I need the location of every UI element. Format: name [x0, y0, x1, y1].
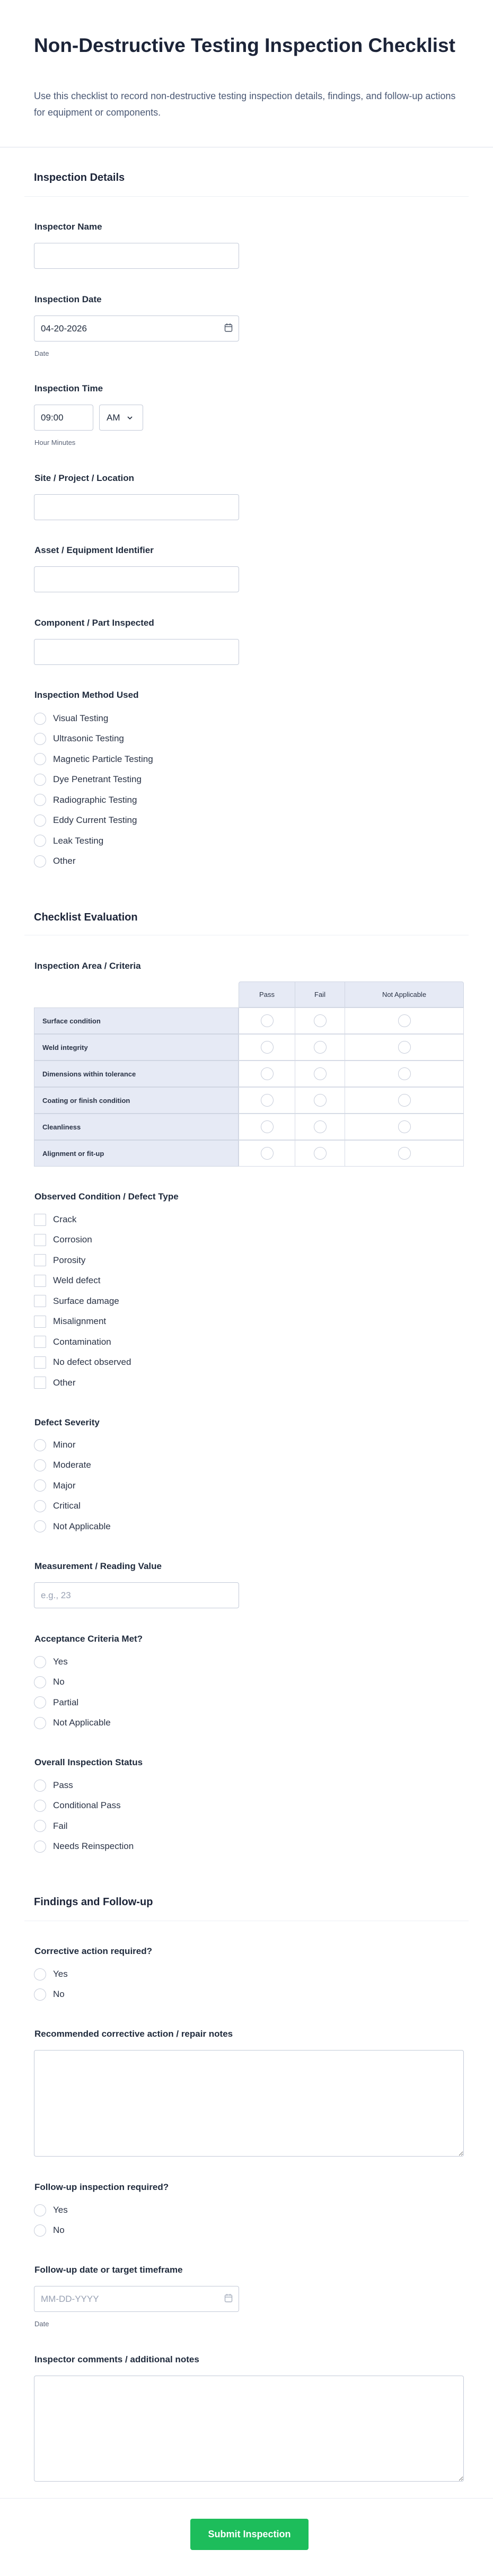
- section-divider: [24, 196, 469, 197]
- matrix-cell: [345, 1007, 464, 1034]
- radio-option[interactable]: [34, 1713, 111, 1733]
- matrix-radio-button[interactable]: [261, 1014, 274, 1027]
- inspection-date-field[interactable]: [34, 316, 239, 341]
- radio-button[interactable]: [34, 814, 46, 827]
- inspection-date-label: Inspection Date: [34, 294, 102, 304]
- corrective-notes-label: Recommended corrective action / repair notes: [34, 2029, 233, 2039]
- matrix-cell: [239, 1007, 295, 1034]
- radio-button[interactable]: [34, 835, 46, 847]
- radio-option[interactable]: [34, 1964, 68, 1984]
- radio-option[interactable]: [34, 2220, 65, 2240]
- measurement-input[interactable]: [34, 1582, 239, 1608]
- matrix-row-label: Coating or finish condition: [34, 1087, 239, 1114]
- matrix-row-label: Weld integrity: [34, 1034, 239, 1061]
- matrix-cell: [345, 1034, 464, 1061]
- matrix-radio-button[interactable]: [398, 1094, 411, 1107]
- site-label: Site / Project / Location: [34, 473, 134, 483]
- checkbox-option[interactable]: [34, 1230, 92, 1250]
- radio-button[interactable]: [34, 1656, 46, 1668]
- checkbox-option[interactable]: [34, 1332, 111, 1352]
- page-description: Use this checklist to record non-destructive testing inspection details, findings, and follow-up actions for equipment or components.: [34, 91, 456, 118]
- matrix-radio-button[interactable]: [261, 1120, 274, 1133]
- radio-option[interactable]: [34, 810, 137, 830]
- matrix-radio-button[interactable]: [314, 1067, 327, 1080]
- checkbox-option[interactable]: [34, 1250, 85, 1271]
- checkbox-option[interactable]: [34, 1210, 76, 1230]
- radio-button[interactable]: [34, 1676, 46, 1688]
- matrix-cell: [345, 1114, 464, 1140]
- option-label[interactable]: Other: [53, 856, 76, 866]
- checkbox-option[interactable]: [34, 1352, 131, 1372]
- matrix-cell: [295, 1061, 345, 1087]
- checkbox[interactable]: [34, 1356, 46, 1369]
- radio-option[interactable]: [34, 1836, 134, 1856]
- checkbox[interactable]: [34, 1316, 46, 1328]
- option-label[interactable]: Needs Reinspection: [53, 1841, 134, 1852]
- matrix-cell: [295, 1007, 345, 1034]
- submit-inspection-button[interactable]: Submit Inspection: [190, 2519, 309, 2550]
- footer-divider: [0, 2498, 493, 2499]
- matrix-radio-button[interactable]: [398, 1147, 411, 1160]
- asset-input[interactable]: [34, 566, 239, 592]
- radio-option[interactable]: [34, 1496, 81, 1516]
- option-label[interactable]: Yes: [53, 1657, 68, 1667]
- inspection-time-label: Inspection Time: [34, 383, 103, 393]
- option-label[interactable]: Not Applicable: [53, 1718, 111, 1728]
- acceptance-criteria-label: Acceptance Criteria Met?: [34, 1634, 143, 1644]
- radio-button[interactable]: [34, 1459, 46, 1471]
- matrix-radio-button[interactable]: [261, 1094, 274, 1107]
- option-label[interactable]: Radiographic Testing: [53, 794, 137, 805]
- matrix-cell: [239, 1114, 295, 1140]
- radio-option[interactable]: [34, 1984, 65, 2004]
- radio-option[interactable]: [34, 1517, 111, 1537]
- radio-button[interactable]: [34, 774, 46, 786]
- radio-option[interactable]: [34, 1795, 121, 1816]
- checkbox[interactable]: [34, 1336, 46, 1348]
- matrix-radio-button[interactable]: [261, 1067, 274, 1080]
- option-label[interactable]: Contamination: [53, 1336, 111, 1347]
- matrix-radio-button[interactable]: [314, 1014, 327, 1027]
- option-label[interactable]: Leak Testing: [53, 835, 104, 846]
- radio-button[interactable]: [34, 855, 46, 868]
- matrix-cell: [295, 1140, 345, 1167]
- radio-option[interactable]: [34, 1652, 68, 1672]
- option-label[interactable]: Weld defect: [53, 1275, 101, 1286]
- calendar-icon[interactable]: [224, 2293, 233, 2303]
- matrix-column-header: Fail: [295, 982, 345, 1007]
- matrix-cell: [239, 1061, 295, 1087]
- matrix-row-label: Dimensions within tolerance: [34, 1061, 239, 1087]
- option-label[interactable]: Misalignment: [53, 1316, 107, 1327]
- option-label[interactable]: Dye Penetrant Testing: [53, 774, 142, 785]
- matrix-cell: [239, 1087, 295, 1114]
- radio-button[interactable]: [34, 1968, 46, 1981]
- checkbox[interactable]: [34, 1214, 46, 1226]
- section-heading-findings: Findings and Follow-up: [34, 1896, 153, 1908]
- inspection-date-sublabel: Date: [34, 349, 49, 357]
- asset-label: Asset / Equipment Identifier: [34, 545, 154, 555]
- followup-date-sublabel: Date: [34, 2320, 49, 2328]
- matrix-cell: [239, 1034, 295, 1061]
- option-label[interactable]: Not Applicable: [53, 1521, 111, 1531]
- inspection-area-label: Inspection Area / Criteria: [34, 961, 141, 971]
- option-label[interactable]: Major: [53, 1480, 76, 1491]
- radio-button[interactable]: [34, 713, 46, 725]
- inspection-method-label: Inspection Method Used: [34, 690, 139, 700]
- option-label[interactable]: Crack: [53, 1214, 77, 1224]
- matrix-cell: [239, 1140, 295, 1167]
- section-heading-inspection-details: Inspection Details: [34, 172, 125, 183]
- matrix-cell: [295, 1087, 345, 1114]
- option-label[interactable]: No: [53, 2225, 65, 2236]
- radio-button[interactable]: [34, 1439, 46, 1451]
- radio-option[interactable]: [34, 1476, 76, 1496]
- defect-type-label: Observed Condition / Defect Type: [34, 1191, 179, 1202]
- component-label: Component / Part Inspected: [34, 618, 154, 628]
- option-label[interactable]: Surface damage: [53, 1295, 119, 1306]
- option-label[interactable]: No defect observed: [53, 1357, 131, 1368]
- checkbox-option[interactable]: [34, 1291, 119, 1311]
- matrix-radio-button[interactable]: [314, 1094, 327, 1107]
- checkbox[interactable]: [34, 1254, 46, 1266]
- radio-button[interactable]: [34, 1800, 46, 1812]
- site-input[interactable]: [34, 494, 239, 520]
- option-label[interactable]: Eddy Current Testing: [53, 815, 137, 826]
- matrix-cell: [345, 1087, 464, 1114]
- option-label[interactable]: Fail: [53, 1820, 68, 1831]
- matrix-cell: [295, 1034, 345, 1061]
- option-label[interactable]: Conditional Pass: [53, 1800, 121, 1811]
- radio-button[interactable]: [34, 1841, 46, 1853]
- radio-option[interactable]: [34, 831, 103, 851]
- checkbox-option[interactable]: [34, 1311, 106, 1331]
- radio-button[interactable]: [34, 1696, 46, 1708]
- radio-option[interactable]: [34, 2200, 68, 2220]
- radio-button[interactable]: [34, 1500, 46, 1512]
- overall-status-label: Overall Inspection Status: [34, 1757, 143, 1767]
- inspection-date-input[interactable]: [34, 316, 239, 341]
- am-pm-value: AM: [107, 412, 120, 423]
- checkbox-option[interactable]: [34, 1373, 76, 1393]
- matrix-row-label: Surface condition: [34, 1007, 239, 1034]
- option-label[interactable]: Ultrasonic Testing: [53, 733, 124, 744]
- followup-date-field[interactable]: [34, 2286, 239, 2312]
- corrective-required-label: Corrective action required?: [34, 1946, 153, 1956]
- option-label[interactable]: Moderate: [53, 1460, 91, 1470]
- radio-option[interactable]: [34, 1455, 91, 1475]
- option-label[interactable]: Other: [53, 1377, 76, 1388]
- radio-option[interactable]: [34, 1693, 78, 1713]
- matrix-radio-button[interactable]: [314, 1120, 327, 1133]
- measurement-label: Measurement / Reading Value: [34, 1561, 162, 1571]
- radio-option[interactable]: [34, 851, 76, 871]
- radio-button[interactable]: [34, 1479, 46, 1492]
- option-label[interactable]: Minor: [53, 1440, 76, 1450]
- am-pm-select[interactable]: [99, 405, 143, 431]
- matrix-radio-button[interactable]: [261, 1147, 274, 1160]
- checkbox[interactable]: [34, 1275, 46, 1287]
- matrix-radio-button[interactable]: [398, 1041, 411, 1054]
- checkbox-option[interactable]: [34, 1271, 100, 1291]
- inspection-time-sublabel: Hour Minutes: [34, 439, 76, 446]
- comments-textarea[interactable]: [34, 2376, 464, 2482]
- radio-option[interactable]: [34, 729, 124, 749]
- followup-date-label: Follow-up date or target timeframe: [34, 2265, 183, 2275]
- option-label[interactable]: Corrosion: [53, 1234, 92, 1245]
- radio-button[interactable]: [34, 1988, 46, 2001]
- inspector-name-label: Inspector Name: [34, 222, 102, 232]
- matrix-cell: [295, 1114, 345, 1140]
- matrix-column-header: Pass: [239, 982, 295, 1007]
- matrix-radio-button[interactable]: [398, 1014, 411, 1027]
- checkbox[interactable]: [34, 1295, 46, 1307]
- radio-button[interactable]: [34, 1780, 46, 1792]
- radio-button[interactable]: [34, 1520, 46, 1532]
- option-label[interactable]: Partial: [53, 1697, 79, 1707]
- matrix-radio-button[interactable]: [398, 1120, 411, 1133]
- matrix-row-label: Alignment or fit-up: [34, 1140, 239, 1167]
- option-label[interactable]: Yes: [53, 2205, 68, 2215]
- matrix-radio-button[interactable]: [261, 1041, 274, 1054]
- radio-option[interactable]: [34, 790, 137, 810]
- matrix-radio-button[interactable]: [314, 1041, 327, 1054]
- matrix-column-header: Not Applicable: [345, 982, 464, 1007]
- defect-severity-label: Defect Severity: [34, 1417, 100, 1427]
- option-label[interactable]: No: [53, 1677, 65, 1687]
- radio-button[interactable]: [34, 1820, 46, 1832]
- followup-date-input[interactable]: [34, 2286, 239, 2312]
- matrix-radio-button[interactable]: [314, 1147, 327, 1160]
- inspection-time-input[interactable]: [34, 405, 93, 431]
- checkbox[interactable]: [34, 1377, 46, 1389]
- option-label[interactable]: Pass: [53, 1780, 73, 1790]
- comments-label: Inspector comments / additional notes: [34, 2354, 199, 2364]
- radio-option[interactable]: [34, 1816, 67, 1836]
- radio-option[interactable]: [34, 1672, 65, 1692]
- option-label[interactable]: Magnetic Particle Testing: [53, 753, 153, 764]
- option-label[interactable]: Yes: [53, 1969, 68, 1979]
- section-heading-checklist-evaluation: Checklist Evaluation: [34, 912, 138, 923]
- radio-button[interactable]: [34, 2204, 46, 2216]
- option-label[interactable]: No: [53, 1989, 65, 2000]
- matrix-row-label: Cleanliness: [34, 1114, 239, 1140]
- radio-button[interactable]: [34, 1717, 46, 1729]
- option-label[interactable]: Porosity: [53, 1255, 86, 1265]
- checkbox[interactable]: [34, 1234, 46, 1246]
- option-label[interactable]: Critical: [53, 1501, 81, 1511]
- inspector-name-input[interactable]: [34, 243, 239, 269]
- radio-button[interactable]: [34, 753, 46, 765]
- radio-option[interactable]: [34, 1435, 76, 1455]
- radio-button[interactable]: [34, 733, 46, 745]
- matrix-radio-button[interactable]: [398, 1067, 411, 1080]
- option-label[interactable]: Visual Testing: [53, 713, 109, 723]
- followup-required-label: Follow-up inspection required?: [34, 2182, 169, 2192]
- component-input[interactable]: [34, 639, 239, 665]
- radio-option[interactable]: [34, 769, 142, 790]
- matrix-cell: [345, 1061, 464, 1087]
- radio-option[interactable]: [34, 708, 108, 729]
- page-title: Non-Destructive Testing Inspection Checklist: [34, 34, 455, 56]
- chevron-down-icon: [127, 416, 133, 420]
- radio-option[interactable]: [34, 1775, 73, 1795]
- radio-button[interactable]: [34, 2224, 46, 2237]
- inspection-area-matrix: [34, 982, 464, 1167]
- calendar-icon[interactable]: [224, 323, 233, 332]
- radio-button[interactable]: [34, 794, 46, 806]
- corrective-notes-textarea[interactable]: [34, 2050, 464, 2157]
- matrix-cell: [345, 1140, 464, 1167]
- radio-option[interactable]: [34, 749, 153, 769]
